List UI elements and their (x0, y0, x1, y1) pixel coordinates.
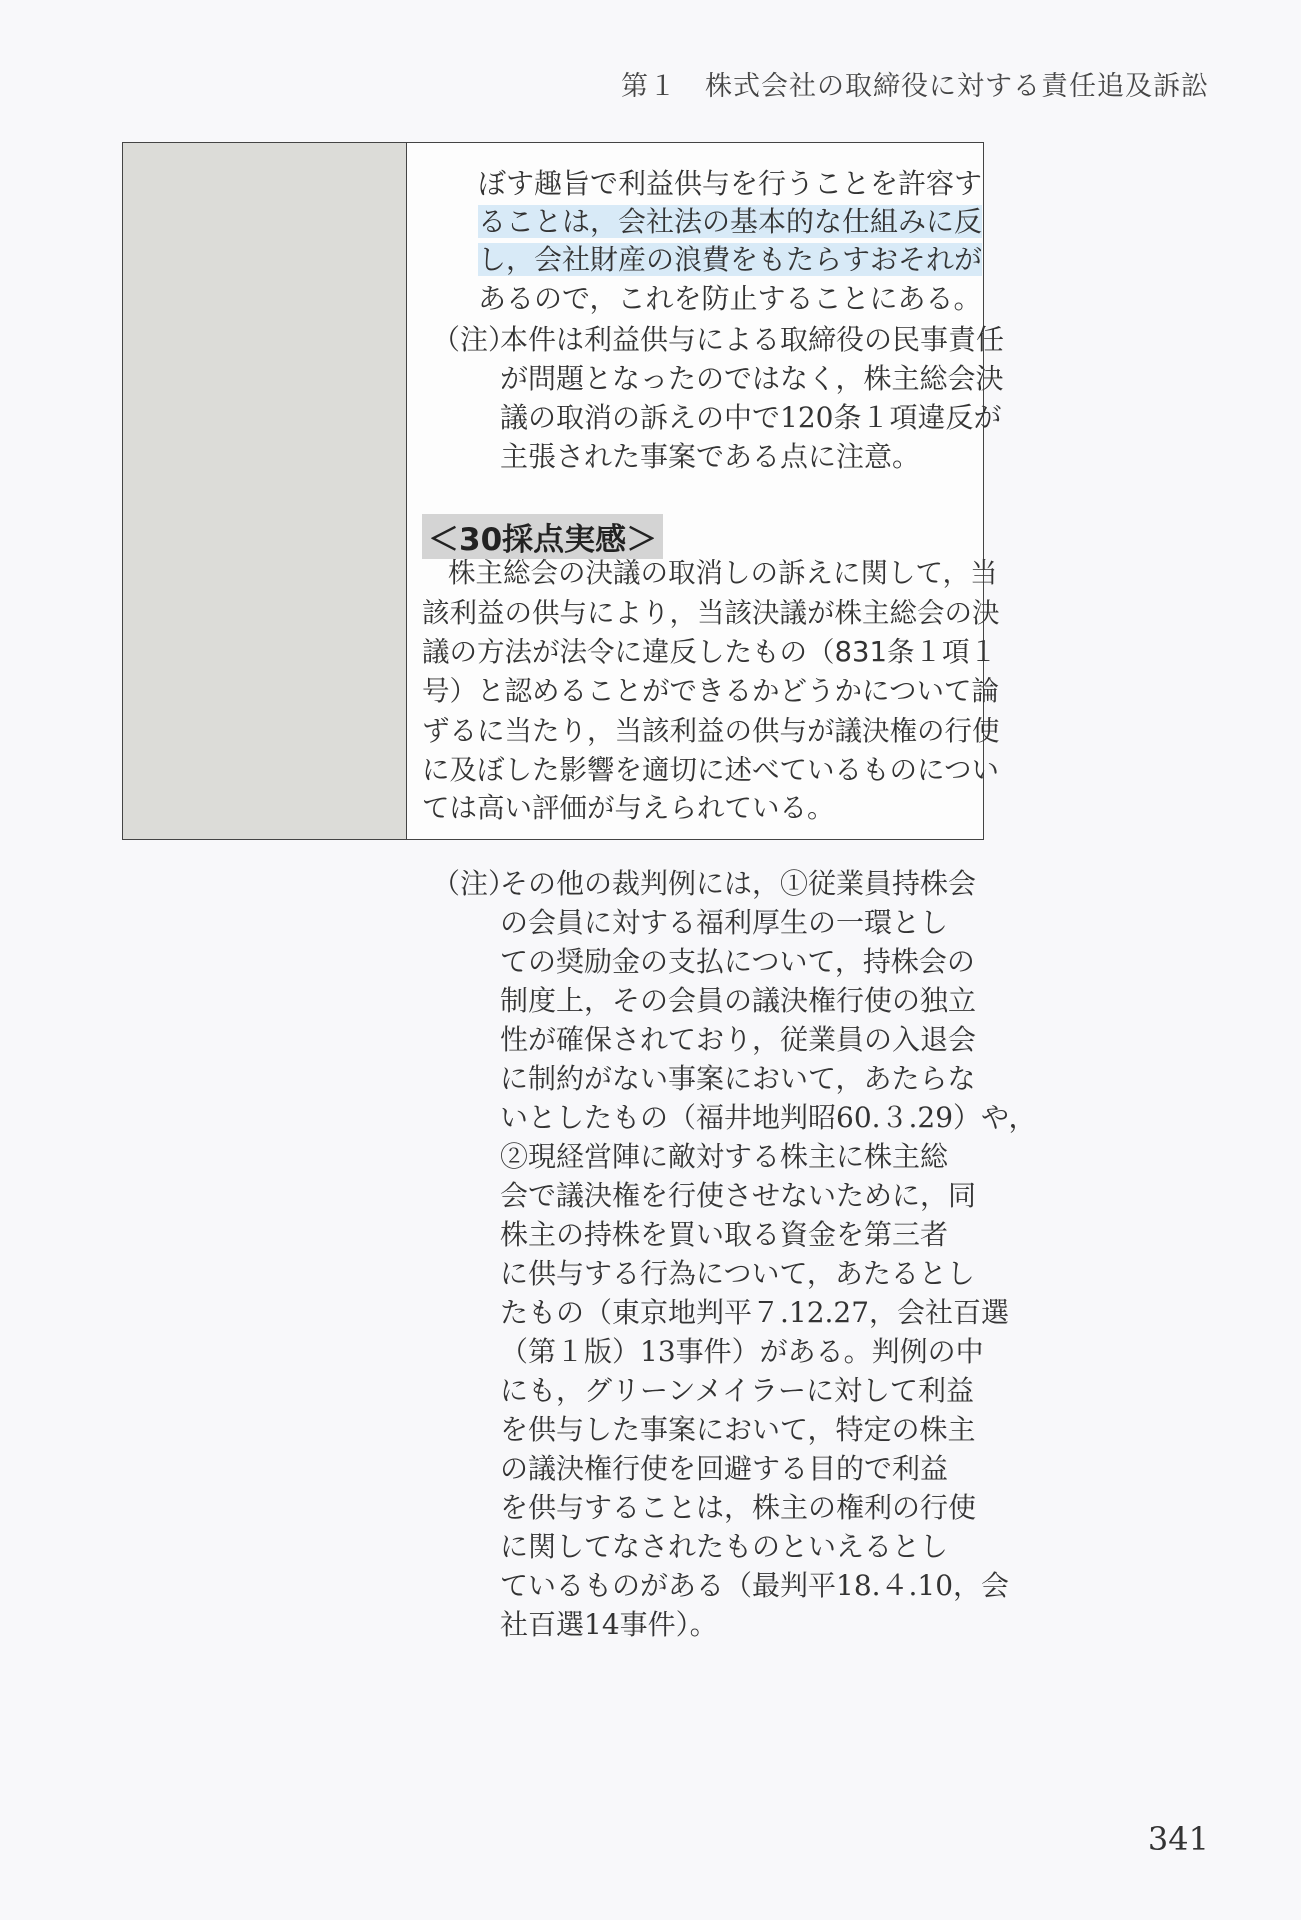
note2-line: たもの（東京地判平７.12.27，会社百選 (500, 1296, 1010, 1329)
note-line: が問題となったのではなく，株主総会決 (500, 362, 1004, 395)
note2-line: （第１版）13事件）がある。判例の中 (500, 1335, 984, 1368)
note-line: 議の取消の訴えの中で120条１項違反が (500, 401, 1002, 434)
note2-line: いとしたもの（福井地判昭60.３.29）や， (500, 1101, 1037, 1134)
box-left-column (123, 143, 407, 839)
page-number: 341 (1147, 1820, 1209, 1858)
eval-line: に及ぼした影響を適切に述べているものについ (422, 754, 999, 786)
para-line: ぼす趣旨で利益供与を行うことを許容す (478, 167, 983, 200)
note2-line: にも，グリーンメイラーに対して利益 (500, 1374, 975, 1407)
eval-line: 株主総会の決議の取消しの訴えに関して，当 (448, 557, 998, 589)
highlighted-text: し，会社財産の浪費をもたらすおそれが (478, 243, 983, 276)
note2-line: 社百選14事件）。 (500, 1608, 718, 1641)
note2-line: ての奨励金の支払について，持株会の (500, 945, 975, 978)
para-line (478, 204, 982, 240)
note-line: 主張された事案である点に注意。 (500, 440, 921, 473)
note2-line: の会員に対する福利厚生の一環とし (500, 906, 949, 939)
note2-line: ②現経営陣に敵対する株主に株主総 (500, 1140, 949, 1173)
note-line: 本件は利益供与による取締役の民事責任 (500, 323, 1005, 356)
note2-line: 会で議決権を行使させないために，同 (500, 1179, 977, 1212)
eval-line: ては高い評価が与えられている。 (422, 792, 835, 824)
eval-line: 号）と認めることができるかどうかについて論 (422, 675, 999, 707)
note2-line: ているものがある（最判平18.４.10，会 (500, 1569, 1010, 1602)
eval-line: ずるに当たり，当該利益の供与が議決権の行使 (422, 715, 1000, 747)
para-line: あるので，これを防止することにある。 (478, 282, 982, 315)
highlighted-text: ることは，会社法の基本的な仕組みに反 (478, 205, 983, 238)
para-line (478, 242, 982, 278)
note2-line: 制度上，その会員の議決権行使の独立 (500, 984, 977, 1017)
note2-line: その他の裁判例には，①従業員持株会 (500, 867, 977, 900)
note2-line: に制約がない事案において，あたらな (500, 1062, 976, 1095)
note2-line: を供与した事案において，特定の株主 (500, 1413, 976, 1446)
eval-line: 該利益の供与により，当該決議が株主総会の決 (422, 597, 1000, 629)
note2-line: に供与する行為について，あたるとし (500, 1257, 975, 1290)
note2-line: 株主の持株を買い取る資金を第三者 (500, 1218, 949, 1251)
note2-label: （注） (432, 867, 517, 900)
section-title: ＜30採点実感＞ (422, 514, 663, 559)
running-header: 第１ 株式会社の取締役に対する責任追及訴訟 (621, 71, 1209, 102)
note2-line: に関してなされたものといえるとし (500, 1530, 949, 1563)
eval-line: 議の方法が法令に違反したもの（831条１項１ (422, 636, 997, 668)
note2-line: を供与することは，株主の権利の行使 (500, 1491, 977, 1524)
note2-line: の議決権行使を回避する目的で利益 (500, 1452, 949, 1485)
note-label: （注） (432, 323, 517, 356)
note2-line: 性が確保されており，従業員の入退会 (500, 1023, 977, 1056)
